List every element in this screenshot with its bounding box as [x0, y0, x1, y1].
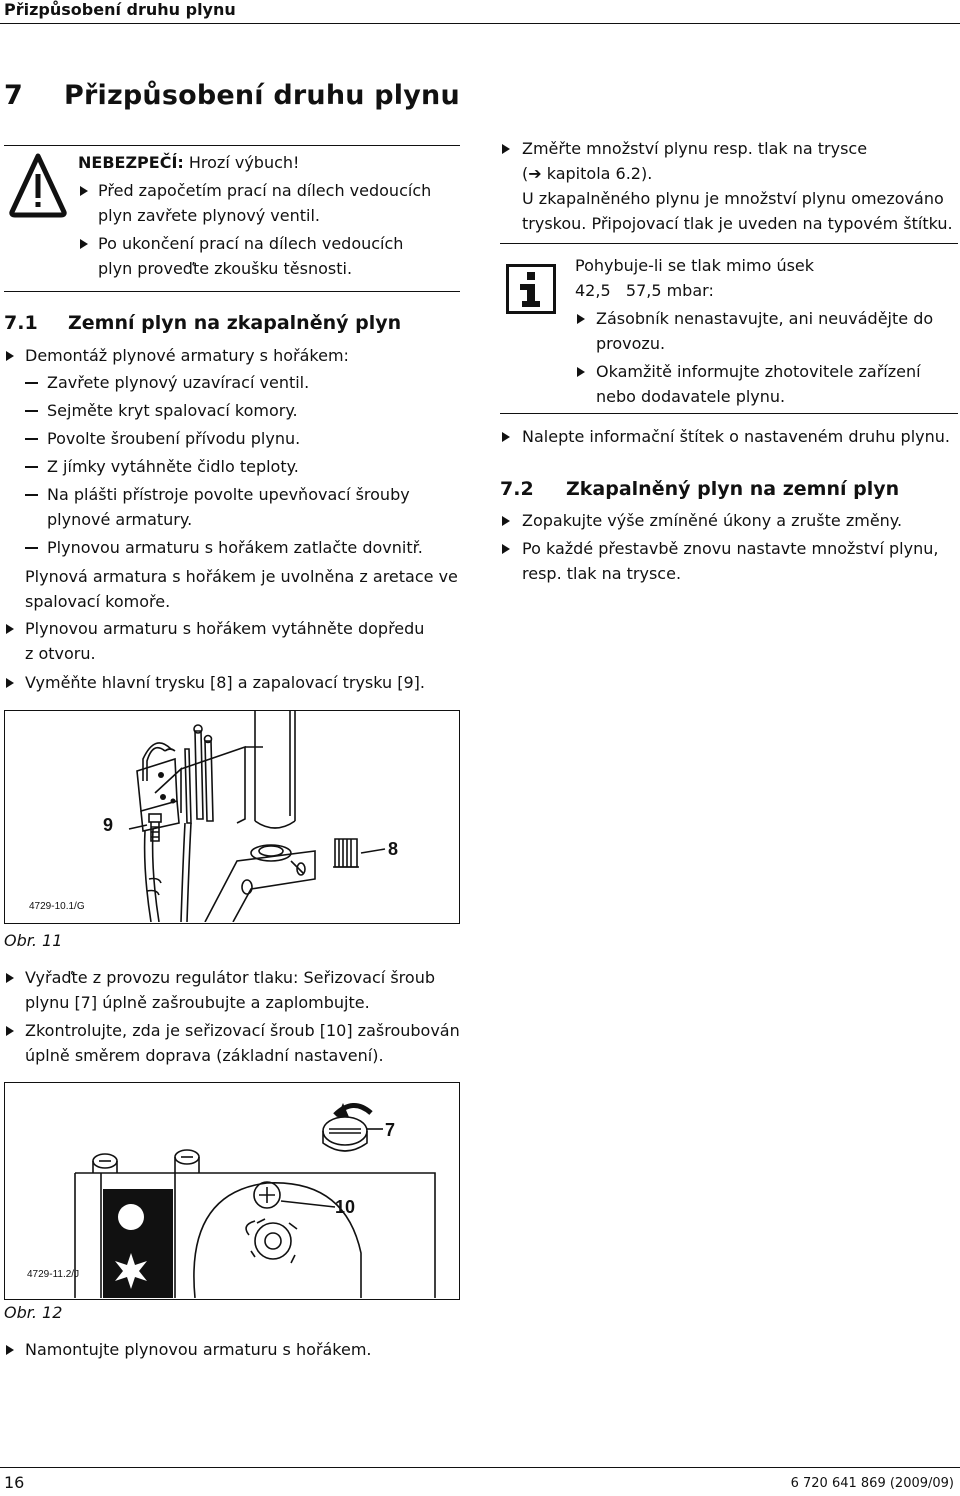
- bullet-arrow-icon: [502, 144, 510, 154]
- dash-icon: [25, 438, 38, 440]
- bullet-arrow-icon: [6, 624, 14, 634]
- info-item-2: Okamžitě informujte zhotovitele zařízení nebo dodavatele plynu.: [596, 362, 921, 406]
- warning-text: Hrozí výbuch!: [183, 153, 300, 172]
- right-step-2: Nalepte informační štítek o nastaveném druhu plynu.: [522, 427, 950, 446]
- s71-dash-1: Zavřete plynový uzavírací ventil.: [47, 373, 310, 392]
- dash-icon: [25, 494, 38, 496]
- s72-step-2: Po každé přestavbě znovu nastavte množství plynu, resp. tlak na trysce.: [522, 539, 939, 583]
- after11-step-2: Zkontrolujte, zda je seřizovací šroub [10] zašroubován úplně směrem doprava (základní nastavení).: [25, 1021, 460, 1065]
- s72-step-1: Zopakujte výše zmíněné úkony a zrušte změny.: [522, 511, 903, 530]
- info-item-1: Zásobník nenastavujte, ani neuvádějte do provozu.: [596, 309, 934, 353]
- bullet-arrow-icon: [6, 678, 14, 688]
- s71-dash-4: Z jímky vytáhněte čidlo teploty.: [47, 457, 299, 476]
- s71-plain-text: Plynová armatura s hořákem je uvolněna z aretace ve spalovací komoře.: [25, 567, 458, 611]
- s71-dash-5: Na plášti přístroje povolte upevňovací šrouby plynové armatury.: [47, 485, 410, 529]
- figure-12-drawing: [5, 1083, 458, 1298]
- after11-step-1: Vyřaďte z provozu regulátor tlaku: Seřizovací šroub plynu [7] úplně zašroubujte a zaplombujte.: [25, 968, 435, 1012]
- s71-step-2: Plynovou armaturu s hořákem vytáhněte dopředu z otvoru.: [25, 619, 425, 663]
- running-header: Přizpůsobení druhu plynu: [4, 0, 236, 19]
- dash-icon: [25, 547, 38, 549]
- after12-step-1: Namontujte plynovou armaturu s hořákem.: [25, 1340, 372, 1359]
- figure-11-box: [4, 710, 460, 924]
- chapter-title: [4, 80, 460, 111]
- figure-12-box: [4, 1082, 460, 1300]
- bullet-arrow-icon: [577, 367, 585, 377]
- document-number: 6 720 641 869 (2009/09): [790, 1476, 954, 1491]
- s71-dash-2: Sejměte kryt spalovací komory.: [47, 401, 298, 420]
- fig12-callout-7: 7: [385, 1120, 396, 1140]
- fig11-caption: Obr. 11: [4, 931, 63, 950]
- chapter-title-text: Přizpůsobení druhu plynu: [64, 80, 460, 111]
- fig11-callout-9: 9: [103, 815, 114, 835]
- header-rule: [0, 23, 960, 24]
- fig12-caption: Obr. 12: [4, 1303, 63, 1322]
- bullet-arrow-icon: [502, 432, 510, 442]
- section-7-2-heading: 7.2 Zkapalněný plyn na zemní plyn: [500, 478, 900, 500]
- footer-rule: [0, 1467, 960, 1468]
- info-top-rule: [500, 243, 958, 244]
- dash-icon: [25, 466, 38, 468]
- warning-item-2: Po ukončení prací na dílech vedoucích plyn proveďte zkoušku těsnosti.: [98, 234, 404, 278]
- fig11-callout-8: 8: [388, 839, 399, 859]
- warning-item-1: Před započetím prací na dílech vedoucích plyn zavřete plynový ventil.: [98, 181, 432, 225]
- info-bottom-rule: [500, 413, 958, 414]
- info-text: Pohybuje-li se tlak mimo úsek 42,5 57,5 mbar:: [575, 256, 815, 300]
- bullet-arrow-icon: [577, 314, 585, 324]
- warning-heading: [78, 150, 299, 175]
- fig12-code: 4729-11.2/J: [27, 1269, 80, 1280]
- bullet-arrow-icon: [502, 516, 510, 526]
- s71-dash-6: Plynovou armaturu s hořákem zatlačte dovnitř.: [47, 538, 423, 557]
- chapter-number: 7: [4, 80, 23, 111]
- s71-step-3: Vyměňte hlavní trysku [8] a zapalovací trysku [9].: [25, 673, 425, 692]
- bullet-arrow-icon: [80, 239, 88, 249]
- page-number: 16: [4, 1473, 25, 1492]
- warning-triangle-icon: [9, 152, 67, 218]
- warning-top-rule: [4, 145, 460, 146]
- warning-label: NEBEZPEČÍ:: [78, 153, 184, 172]
- s71-dash-3: Povolte šroubení přívodu plynu.: [47, 429, 301, 448]
- bullet-arrow-icon: [6, 1345, 14, 1355]
- bullet-arrow-icon: [502, 544, 510, 554]
- figure-11-drawing: [5, 711, 458, 922]
- section-7-1-heading: 7.1 Zemní plyn na zkapalněný plyn: [4, 312, 402, 334]
- s71-step-1: Demontáž plynové armatury s hořákem:: [25, 346, 349, 365]
- dash-icon: [25, 382, 38, 384]
- right-step-1: Změřte množství plynu resp. tlak na trysce (➔ kapitola 6.2).: [522, 139, 868, 183]
- warning-bottom-rule: [4, 291, 460, 292]
- bullet-arrow-icon: [6, 973, 14, 983]
- fig11-code: 4729-10.1/G: [29, 901, 85, 912]
- bullet-arrow-icon: [80, 186, 88, 196]
- fig12-callout-10: 10: [335, 1197, 356, 1217]
- bullet-arrow-icon: [6, 1026, 14, 1036]
- bullet-arrow-icon: [6, 351, 14, 361]
- info-icon: [506, 264, 556, 314]
- dash-icon: [25, 410, 38, 412]
- right-plain-text: U zkapalněného plynu je množství plynu omezováno tryskou. Připojovací tlak je uveden na typovém štítku.: [522, 189, 953, 233]
